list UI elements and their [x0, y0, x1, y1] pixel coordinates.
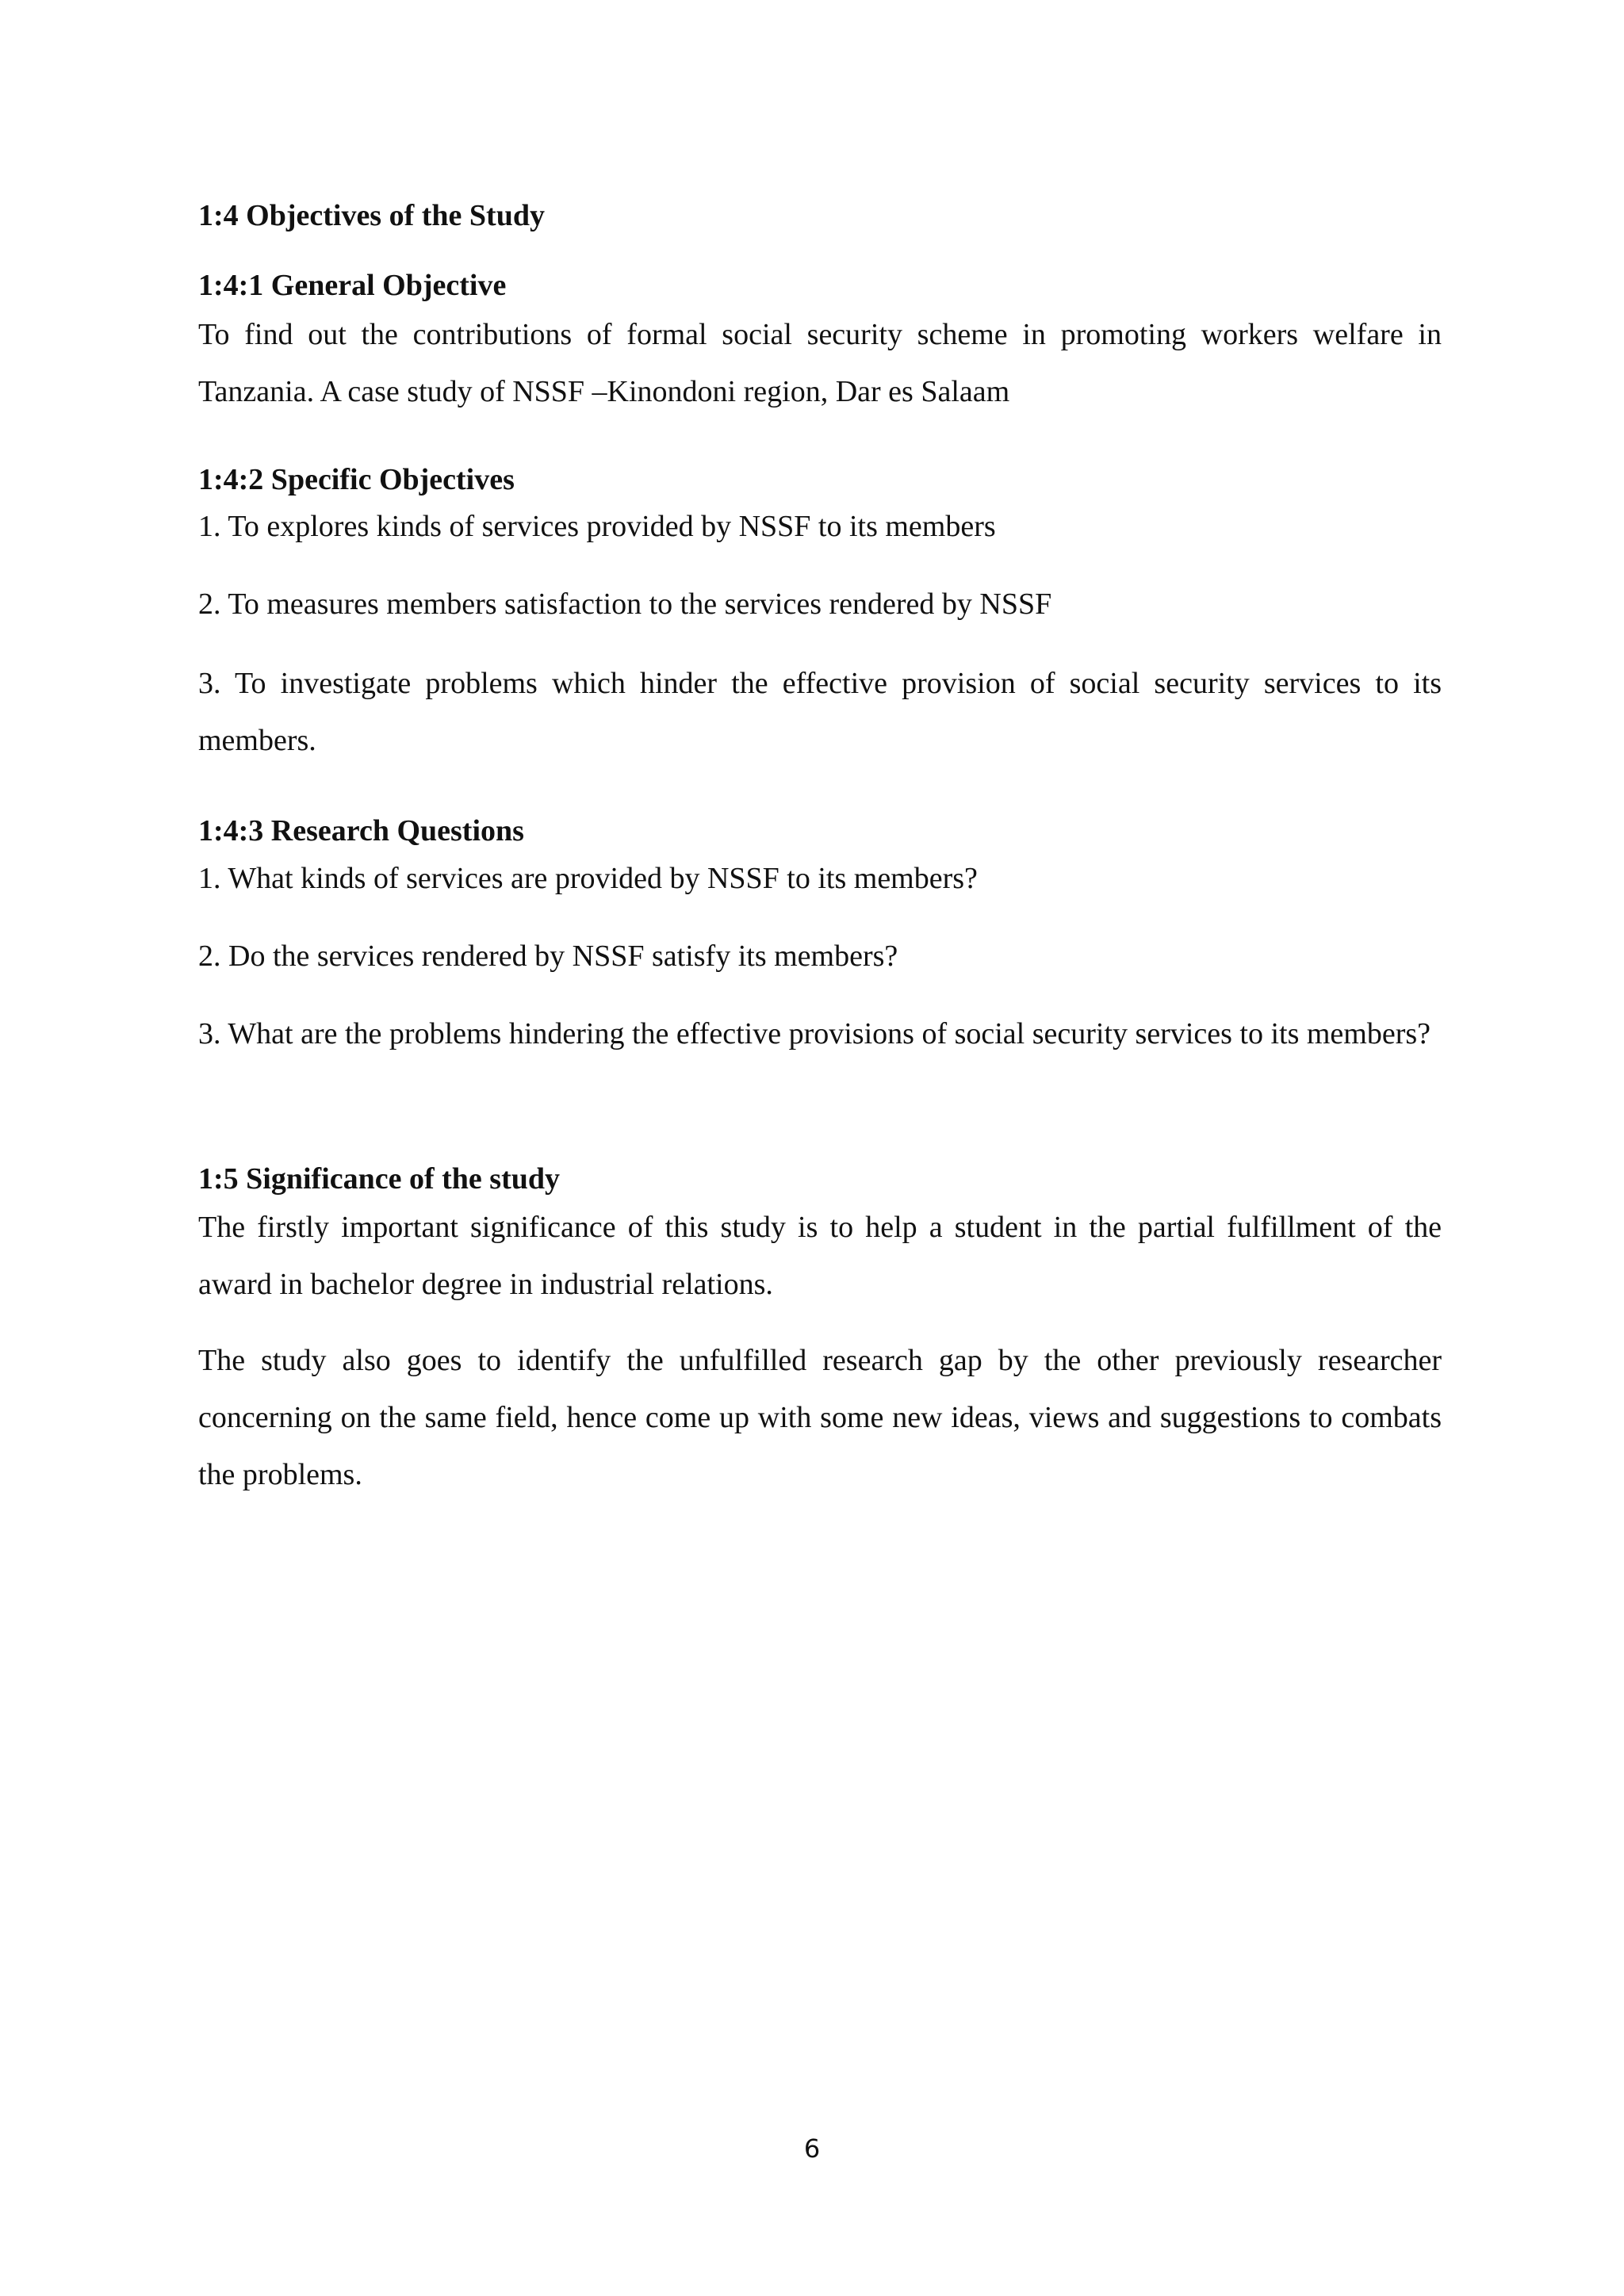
significance-paragraph: The firstly important significance of this study is to help a student in the partial fulfillment of the award in bachelor degree in industrial relations. — [198, 1211, 1442, 1301]
significance-paragraph: The study also goes to identify the unfulfilled research gap by the other previously researcher concerning on the same field, hence come up with some new ideas, views and suggestions to combats the problems. — [198, 1344, 1442, 1491]
significance-heading: 1:5 Significance of the study — [198, 1162, 560, 1196]
objectives-heading: 1:4 Objectives of the Study — [198, 199, 545, 232]
research-questions-heading: 1:4:3 Research Questions — [198, 814, 524, 848]
general-objective-heading: 1:4:1 General Objective — [198, 269, 507, 302]
specific-objective-item: 3. To investigate problems which hinder the effective provision of social security services to its members. — [198, 667, 1442, 757]
page-number: 6 — [803, 2133, 821, 2164]
specific-objective-item: 2. To measures members satisfaction to the services rendered by NSSF — [198, 587, 1052, 621]
general-objective-text: To find out the contributions of formal social security scheme in promoting workers welfare in Tanzania. A case study of NSSF –Kinondoni region, Dar es Salaam — [198, 318, 1442, 408]
specific-objectives-heading: 1:4:2 Specific Objectives — [198, 463, 515, 496]
research-question-item: 2. Do the services rendered by NSSF satisfy its members? — [198, 939, 898, 973]
research-question-item: 1. What kinds of services are provided by NSSF to its members? — [198, 862, 978, 895]
research-question-item: 3. What are the problems hindering the effective provisions of social security services to its members? — [198, 1017, 1431, 1050]
specific-objective-item: 1. To explores kinds of services provided by NSSF to its members — [198, 510, 996, 543]
